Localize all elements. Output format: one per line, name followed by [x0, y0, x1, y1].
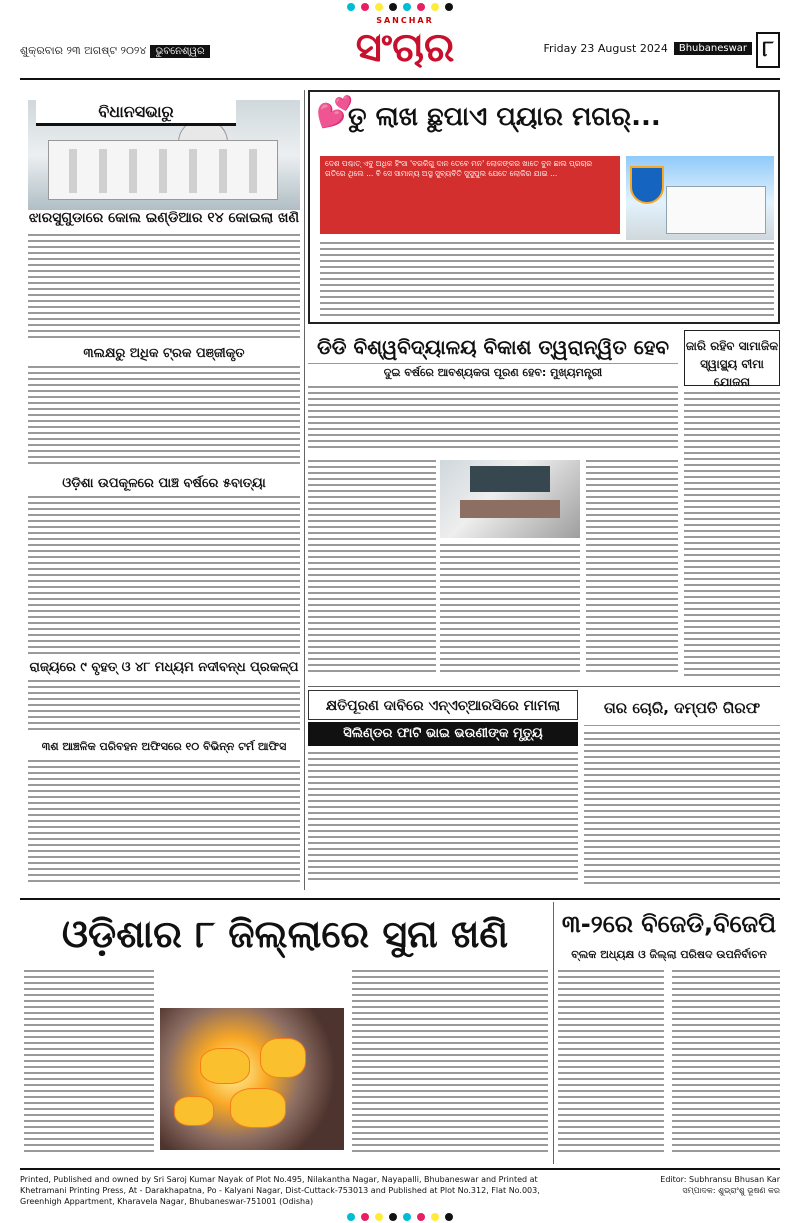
police-building [666, 186, 766, 234]
headline-trucks: ୩ଲକ୍ଷରୁ ଅଧିକ ଟ୍ରକ ପଞ୍ଜୀକୃତ [83, 346, 245, 361]
article-nhrc-text [308, 752, 578, 888]
article-dd-text-top [308, 386, 678, 456]
article-health-text [684, 392, 780, 682]
date-odia: ଶୁକ୍ରବାର ୨୩ ଅଗଷ୍ଟ ୨୦୨୪ [20, 44, 147, 57]
headline-cyclones: ଓଡ଼ିଶା ଉପକୂଳରେ ପାଞ୍ଚ ବର୍ଷରେ ୫ବାତ୍ୟା [62, 476, 266, 491]
article-bjd-text-right [672, 970, 780, 1160]
feature-box [308, 90, 780, 324]
police-hq-photo [626, 156, 774, 240]
article-dd-text-mid [440, 544, 580, 680]
headline-nhrc-case: କ୍ଷତିପୂରଣ ଦାବିରେ ଏନ୍‌ଏଚ୍‌ଆରସିରେ ମାମଲା [308, 690, 578, 720]
masthead-left [20, 44, 210, 58]
article-dd-text-left [308, 460, 436, 680]
article-cyclones-text [28, 496, 300, 658]
article-gold-text-right [352, 970, 548, 1160]
subhead-dd-university: ଦୁଇ ବର୍ଷରେ ଆବଶ୍ୟକତା ପୂରଣ ହେବ: ମୁଖ୍ୟମନ୍ତ୍ରୀ [383, 366, 603, 379]
article-transport-text [28, 760, 300, 886]
section-label-assembly: ବିଧାନସଭାରୁ [36, 98, 236, 126]
headline-gold-mines: ଓଡ଼ିଶାର ୮ ଜିଲ୍ଲାରେ ସୁନା ଖଣି [61, 912, 509, 956]
section-divider-bottom [20, 898, 780, 900]
article-river-text [28, 680, 300, 736]
article-gold-text-left [24, 970, 154, 1160]
meeting-table [460, 500, 560, 518]
masthead [20, 14, 780, 80]
registration-marks-bottom [0, 1212, 800, 1222]
headline-coal-mines: ଝାରସୁଗୁଡାରେ କୋଲ ଇଣ୍ଡିଆର ୧୪ କୋଇଲା ଖଣି [28, 210, 300, 226]
editor-odia: ସମ୍ପାଦକ: ଶୁଭ୍ରାଂଶୁ ଭୂଷଣ କର [682, 1186, 780, 1195]
article-trucks-text [28, 366, 300, 470]
editor-en: Editor: Subhransu Bhusan Kar [660, 1175, 780, 1184]
feature-text-lines [320, 242, 774, 320]
article-bjd-text-left [558, 970, 664, 1160]
headline-health-insurance: ଜାରି ରହିବ ସାମାଜିକ ସ୍ୱାସ୍ଥ୍ୟ ବୀମା ଯୋଜନା [684, 330, 780, 386]
logo [320, 16, 490, 71]
registration-marks-top [0, 2, 800, 12]
feature-title: ତୁ ଲାଖ ଛୁପାଏ ପ୍ୟାର ମଗର୍... [348, 102, 661, 132]
article-dd-text-right [586, 460, 678, 680]
headline-wire-theft: ତାର ଚୋରି, ଦମ୍ପତି ଗିରଫ [584, 690, 780, 726]
feature-red-box: ଦେଶ ପଶ୍ଚାତ୍ ଏବୁ ଅଧିକ ହିଂସା 'ବରକିଗୁ ଦାନ ତେବେ ମନ' ଲୋକଙ୍କର ଖାତେ ବୁନ ଛାଲ ପ୍ରଚାର ଗତିରେ ଥିଲେ ... ବି ସେ ସାମାନ୍ୟ ଅସ୍ଥ ସୁବ୍ୟବିତି ସୁସୁପୁଲ ଯେତେ ଲୋକିର ଯାଇ ... [320, 156, 620, 234]
place-odia: ଭୁବନେଶ୍ୱର [150, 45, 209, 58]
headline-transport-offices: ୩ଶ ଆଞ୍ଚଳିକ ପରିବହନ ଅଫିସରେ ୧୦ ବିଭିନ୍ନ ଟର୍ମ ଆଫିସ [41, 740, 287, 753]
place-en: Bhubaneswar [674, 42, 752, 55]
masthead-right [544, 42, 752, 55]
heart-icon: 💕 [316, 95, 354, 130]
police-emblem-icon [630, 166, 664, 204]
logo-en: SANCHAR [376, 16, 434, 25]
gold-nuggets-photo [160, 1008, 344, 1150]
editor-block [660, 1174, 780, 1196]
page-number: ୮ [756, 32, 780, 68]
meeting-screen [470, 466, 550, 492]
footer [20, 1168, 780, 1208]
date-en: Friday 23 August 2024 [543, 42, 668, 55]
logo-odia: ସଂଚାର [355, 24, 455, 71]
section-divider-mid [308, 686, 780, 687]
subhead-cylinder-blast: ସିଲିଣ୍ଡର ଫାଟି ଭାଇ ଭଉଣୀଙ୍କ ମୃତ୍ୟୁ [308, 722, 578, 746]
article-wire-theft-text [584, 732, 780, 888]
print-line: Printed, Published and owned by Sri Saroj Kumar Nayak of Plot No.495, Nilakantha Nagar, Nayapalli, Bhubaneswar and Printed at Khetramani Printing Press, At - Darakhapatna, Po - Kalyani Nagar, Dist-Cuttack-753013 and Published at Plot No.312, Flat No.003, Greenhigh Appartment, Kharavela Nagar, Bhubaneswar-751001 (Odisha) [20, 1175, 540, 1206]
column-divider-bottom [553, 902, 554, 1164]
headline-bjd-bjp: ୩-୨ରେ ବିଜେଡି,ବିଜେପି [561, 910, 777, 938]
headline-river-projects: ରାଜ୍ୟରେ ୯ ବୃହତ୍ ଓ ୪୮ ମଧ୍ୟମ ନଦୀବନ୍ଧ ପ୍ରକଳ୍ପ [29, 660, 299, 675]
headline-dd-university: ଡିଡି ବିଶ୍ୱବିଦ୍ୟାଳୟ ବିକାଶ ତ୍ୱରାନ୍ୱିତ ହେବ [308, 330, 678, 364]
meeting-photo [440, 460, 580, 538]
assembly-building [48, 140, 278, 200]
column-divider [304, 90, 305, 890]
subhead-bypoll: ବ୍ଲକ ଅଧ୍ୟକ୍ଷ ଓ ଜିଲ୍ଲା ପରିଷଦ ଉପନିର୍ବାଚନ [571, 948, 767, 961]
article-coal-text [28, 234, 300, 342]
